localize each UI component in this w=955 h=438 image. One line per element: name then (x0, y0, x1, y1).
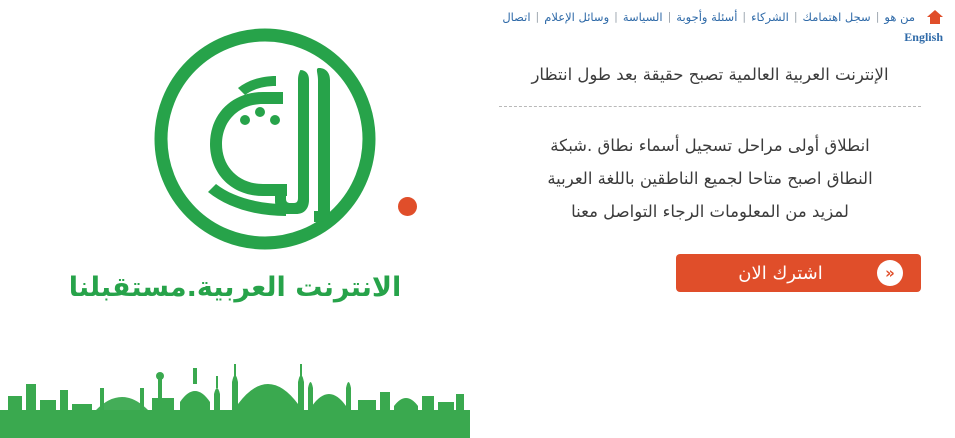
cta-container (465, 254, 955, 292)
nav-separator: | (667, 10, 672, 23)
body-paragraph-2: النطاق اصبح متاحا لجميع الناطقين باللغة العربية (547, 169, 873, 188)
nav-separator: | (535, 10, 540, 23)
body-copy (465, 107, 955, 228)
nav-item-contact[interactable]: اتصال (502, 10, 531, 24)
nav-item-register-interest[interactable]: سجل اهتمامك (802, 10, 871, 24)
nav-separator: | (793, 10, 798, 23)
nav-links-row (453, 8, 943, 26)
home-icon[interactable] (927, 10, 943, 24)
subscribe-now-button[interactable] (676, 254, 921, 292)
brand-tagline: الانترنت العربية.مستقبلنا (68, 272, 402, 303)
nav-item-partners[interactable]: الشركاء (751, 10, 789, 24)
language-switcher (453, 28, 943, 47)
chevron-double-left-icon: « (877, 260, 903, 286)
nav-item-faq[interactable]: أسئلة وأجوبة (676, 10, 738, 24)
nav-item-media[interactable]: وسائل الإعلام (544, 10, 610, 24)
shabaka-logo-mark (150, 24, 380, 254)
nav-separator: | (614, 10, 618, 23)
skyline-illustration (0, 338, 470, 438)
body-paragraph-3: لمزيد من المعلومات الرجاء التواصل معنا (571, 202, 849, 221)
orange-dot (398, 197, 417, 216)
language-switcher-english[interactable]: English (904, 30, 943, 44)
page-headline: الإنترنت العربية العالمية تصبح حقيقة بعد طول انتظار (531, 65, 889, 84)
nav-item-about[interactable]: من هو (884, 10, 915, 24)
brand-column (0, 0, 470, 438)
top-navigation (453, 0, 955, 47)
main-content (465, 52, 955, 292)
body-paragraph-1: انطلاق أولى مراحل تسجيل أسماء نطاق .شبكة (550, 136, 870, 155)
nav-separator: | (875, 10, 880, 23)
subscribe-now-label: اشترك الان (738, 262, 823, 284)
nav-separator: | (742, 10, 747, 23)
nav-item-policy[interactable]: السياسة (622, 10, 663, 24)
